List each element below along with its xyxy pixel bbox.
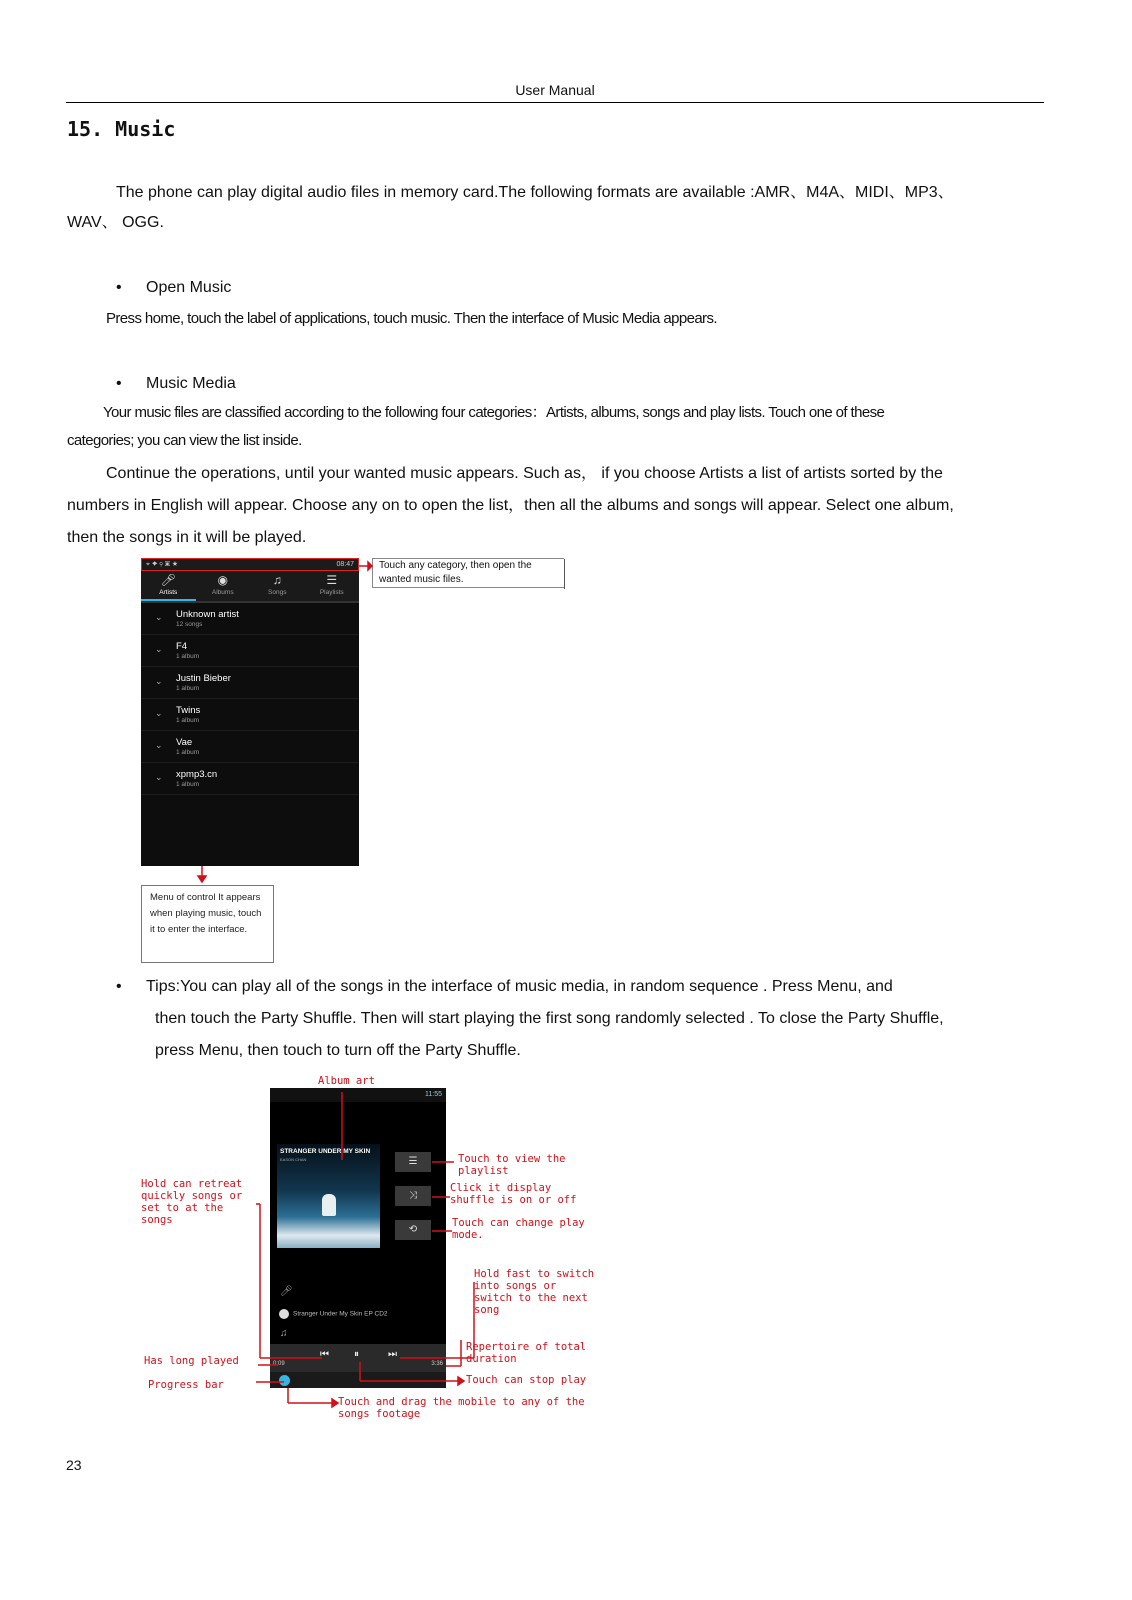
bullet-dot: •: [116, 375, 122, 392]
progress-bar[interactable]: [270, 1372, 446, 1388]
list-item[interactable]: [141, 667, 359, 699]
annotation-album-art: Album art: [318, 1075, 375, 1087]
continue-line-1: Continue the operations, until your wanted music appears. Such as， if you choose Artists a list of artists sorted by the: [106, 465, 943, 482]
shuffle-button[interactable]: [395, 1186, 431, 1206]
artist-name: Twins: [176, 705, 201, 716]
tab-label: Songs: [268, 589, 287, 596]
annotation-drag: Touch and drag the mobile to any of the songs footage: [338, 1396, 585, 1420]
bullet-label: Music Media: [146, 375, 236, 392]
bullet-label: Open Music: [146, 279, 232, 296]
artist-name: Vae: [176, 737, 193, 748]
tab-playlists[interactable]: [305, 571, 360, 601]
annotation-repertoire: Repertoire of total duration: [466, 1341, 587, 1365]
continue-line-2: numbers in English will appear. Choose any on to open the list，then all the albums and songs will appear. Select one album,: [67, 497, 954, 514]
chevron-down-icon: ⌄: [155, 708, 163, 718]
music-note-icon: ♫: [272, 573, 282, 587]
open-music-text: Press home, touch the label of applications, touch music. Then the interface of Music Media appears.: [106, 310, 717, 327]
page-number: 23: [66, 1457, 82, 1473]
section-title: 15. Music: [67, 117, 176, 141]
tab-label: Albums: [211, 589, 234, 596]
progress-knob[interactable]: [279, 1375, 290, 1386]
callout-menu-of-control: Menu of control It appears when playing music, touch it to enter the interface.: [141, 885, 274, 963]
chevron-down-icon: ⌄: [155, 612, 163, 622]
continue-line-3: then the songs in it will be played.: [67, 529, 307, 546]
disc-icon: ◉: [217, 573, 228, 587]
repeat-icon: ⟲: [408, 1224, 418, 1235]
annotation-playlist: Touch to view the playlist: [458, 1153, 566, 1177]
artist-name: Justin Bieber: [176, 673, 231, 684]
artist-count: 1 album: [176, 781, 200, 788]
intro-line-1: The phone can play digital audio files in memory card.The following formats are available :AMR、M4A、MIDI、MP3、: [116, 184, 954, 201]
tab-label: Artists: [159, 589, 178, 596]
chevron-down-icon: ⌄: [155, 772, 163, 782]
list-item[interactable]: [141, 763, 359, 795]
annotation-play-mode: Touch can change play mode.: [452, 1217, 585, 1241]
status-icons: ⌖ ✦ ⚲ ▣ ★: [146, 560, 178, 568]
album-figure: [322, 1194, 336, 1216]
annotation-hold-retreat: Hold can retreat quickly songs or set to at the songs: [141, 1178, 243, 1226]
status-bar: [141, 558, 359, 571]
disc-icon: [279, 1309, 289, 1319]
artist-count: 1 album: [176, 749, 200, 756]
tab-label: Playlists: [319, 589, 344, 596]
tips-line-3: press Menu, then touch to turn off the Party Shuffle.: [155, 1042, 521, 1059]
tips-line-2: then touch the Party Shuffle. Then will start playing the first song randomly selected . To close the Party Shuffle,: [155, 1010, 944, 1027]
media-text-2: categories; you can view the list inside.: [67, 432, 302, 449]
music-media-screenshot: [141, 558, 359, 866]
microphone-icon: 🎤︎: [280, 1286, 293, 1297]
playlist-button[interactable]: [395, 1152, 431, 1172]
list-item[interactable]: [141, 635, 359, 667]
artist-count: 12 songs: [176, 621, 203, 628]
album-title: STRANGER UNDER MY SKIN: [280, 1148, 371, 1155]
artist-name: Unknown artist: [176, 609, 239, 620]
chevron-down-icon: ⌄: [155, 676, 163, 686]
list-icon: ☰: [408, 1156, 418, 1167]
artist-count: 1 album: [176, 685, 200, 692]
annotation-hold-fast: Hold fast to switch into songs or switch to the next song: [474, 1268, 595, 1316]
annotation-has-played: Has long played: [144, 1355, 239, 1367]
repeat-button[interactable]: [395, 1220, 431, 1240]
pause-button[interactable]: ⏸︎: [354, 1349, 359, 1360]
artist-name: xpmp3.cn: [176, 769, 218, 780]
list-item[interactable]: [141, 603, 359, 635]
previous-button[interactable]: ⏮︎: [320, 1349, 329, 1360]
playback-controls: [270, 1344, 446, 1372]
status-time: 11:55: [425, 1091, 442, 1098]
total-time: 3:36: [431, 1361, 443, 1367]
chevron-down-icon: ⌄: [155, 644, 163, 654]
artist-name: F4: [176, 641, 188, 652]
tab-albums[interactable]: [196, 571, 251, 601]
page-header: [66, 80, 1044, 103]
bullet-dot: •: [116, 978, 122, 995]
album-name: Stranger Under My Skin EP CD2: [293, 1310, 388, 1318]
status-time: 08:47: [336, 561, 354, 568]
list-item[interactable]: [141, 699, 359, 731]
list-item[interactable]: [141, 731, 359, 763]
bullet-dot: •: [116, 279, 122, 296]
category-tabs: [141, 571, 359, 603]
elapsed-time: 0:09: [273, 1361, 285, 1367]
album-info: [279, 1309, 388, 1319]
album-artist: EASON CHAN: [280, 1157, 307, 1162]
status-bar: [270, 1088, 446, 1102]
music-note-icon: ♫: [280, 1328, 288, 1339]
media-text-1: Your music files are classified according to the following four categories：Artists, albums, songs and play lists. Touch one of these: [103, 404, 885, 421]
artist-count: 1 album: [176, 653, 200, 660]
callout-category: Touch any category, then open the wanted music files.: [372, 558, 564, 588]
now-playing-screenshot: [270, 1088, 446, 1388]
album-art: [277, 1144, 380, 1248]
tab-songs[interactable]: [250, 571, 305, 601]
annotation-progress-bar: Progress bar: [148, 1379, 224, 1391]
bullet-label: Tips:You can play all of the songs in the interface of music media, in random sequence . Press Menu, and: [146, 978, 893, 995]
tab-artists[interactable]: [141, 571, 196, 601]
intro-line-2: WAV、 OGG.: [67, 214, 164, 231]
next-button[interactable]: ⏭︎: [388, 1349, 397, 1360]
annotation-stop-play: Touch can stop play: [466, 1374, 587, 1386]
annotation-shuffle: Click it display shuffle is on or off: [450, 1182, 577, 1206]
chevron-down-icon: ⌄: [155, 740, 163, 750]
shuffle-icon: ⤨: [409, 1190, 417, 1201]
header-title: User Manual: [515, 82, 595, 98]
artist-count: 1 album: [176, 717, 200, 724]
list-icon: ☰: [326, 573, 338, 587]
microphone-icon: 🎤︎: [160, 573, 176, 587]
